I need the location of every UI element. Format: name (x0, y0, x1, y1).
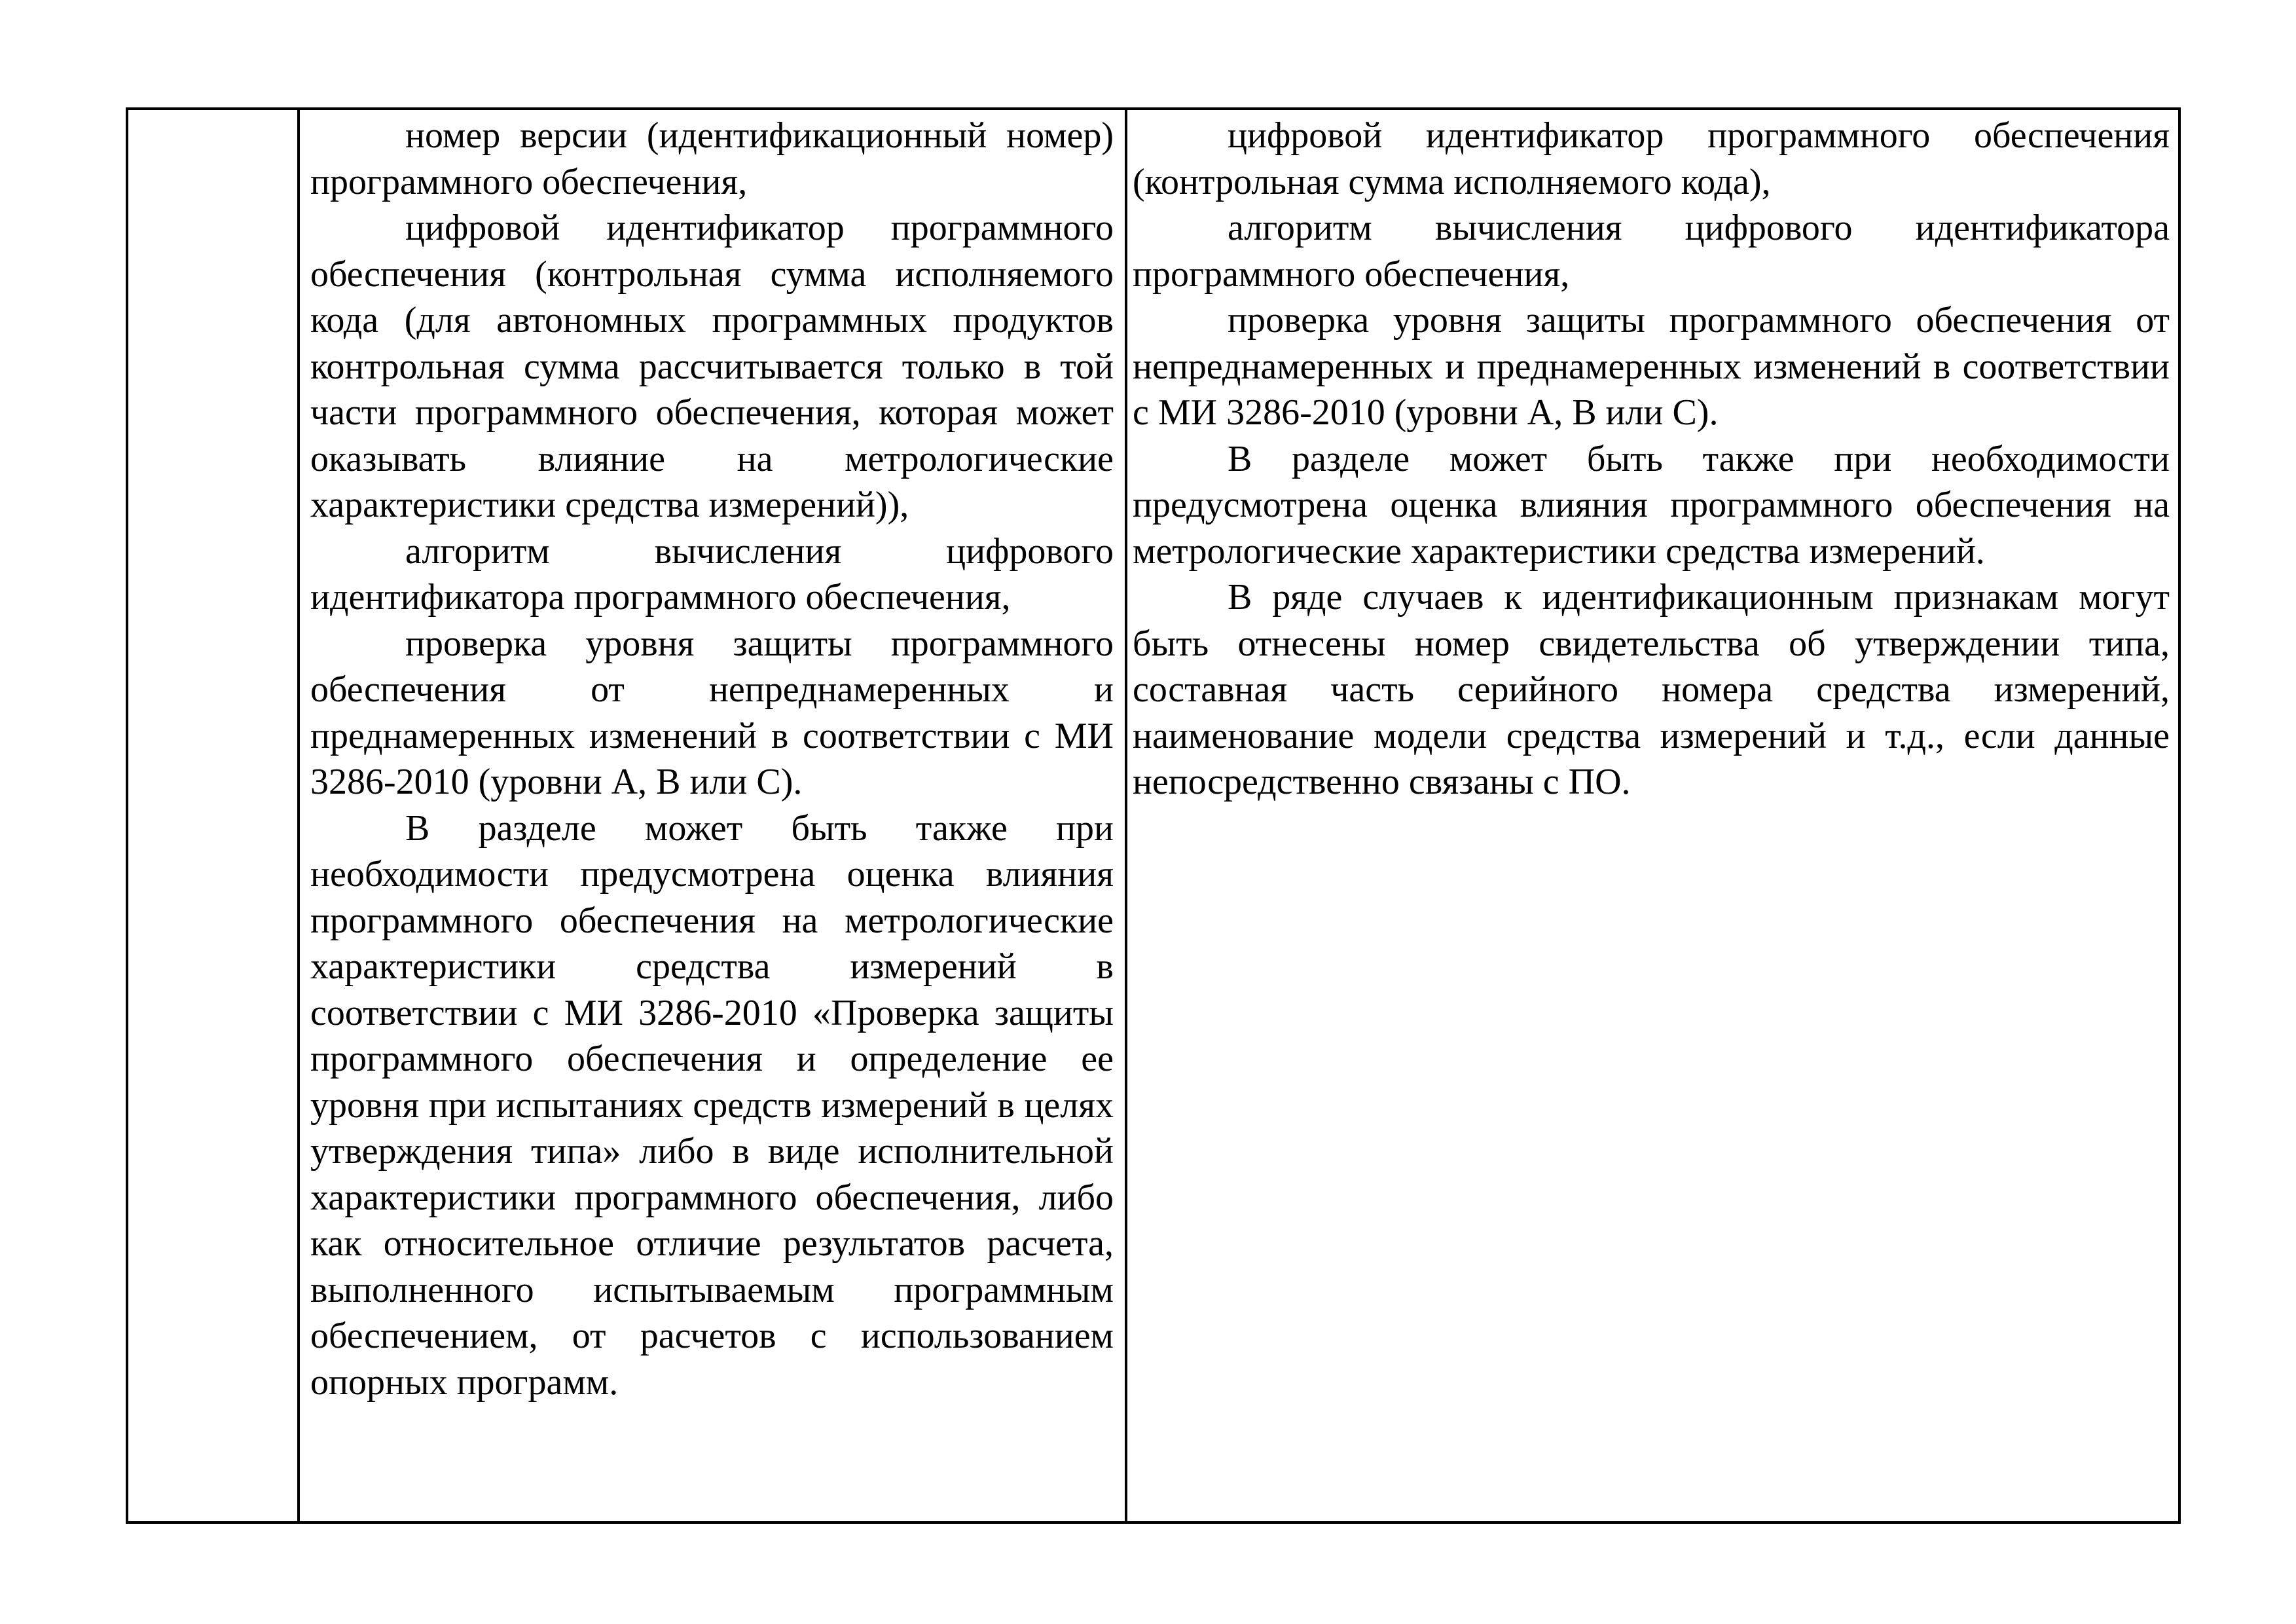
table-cell-middle (305, 113, 1117, 1405)
column-divider (1125, 110, 1127, 1521)
middle-paragraph: алгоритм вычисления цифрового идентификатора программного обеспечения, (310, 530, 1114, 618)
middle-paragraph: В разделе может быть также при необходимости предусмотрена оценка влияния программного обеспечения на метрологические характеристики средства измерений в соответствии с МИ 3286-2010 «Проверка защиты программного обеспечения и определение ее уровня при испытаниях средств измерений в целях утверждения типа» либо в виде исполнительной характеристики программного обеспечения, либо как относительное отличие результатов расчета, выполненного испытываемым программным обеспечением, от расчетов с использованием опорных программ. (310, 807, 1114, 1403)
right-paragraph: проверка уровня защиты программного обеспечения от непреднамеренных и преднамеренных изменений в соответствии с МИ 3286-2010 (уровни А, В или С). (1133, 300, 2170, 433)
middle-paragraph: цифровой идентификатор программного обеспечения (контрольная сумма исполняемого кода (для автономных программных продуктов контрольная сумма рассчитывается только в той части программного обеспечения, которая может оказывать влияние на метрологические характеристики средства измерений)), (310, 208, 1114, 525)
middle-paragraph: проверка уровня защиты программного обеспечения от непреднамеренных и преднамеренных изменений в соответствии с МИ 3286-2010 (уровни А, В или С). (310, 623, 1114, 802)
requirements-table (126, 107, 2181, 1524)
middle-paragraph: номер версии (идентификационный номер) программного обеспечения, (310, 115, 1114, 202)
right-paragraph: алгоритм вычисления цифрового идентификатора программного обеспечения, (1133, 208, 2170, 295)
right-paragraph: В ряде случаев к идентификационным признакам могут быть отнесены номер свидетельства об утверждении типа, составная часть серийного номера средства измерений, наименование модели средства измерений и т.д., если данные непосредственно связаны с ПО. (1133, 577, 2170, 802)
table-cell-right (1133, 113, 2174, 805)
column-divider (297, 110, 300, 1521)
right-paragraph: В разделе может быть также при необходимости предусмотрена оценка влияния программного обеспечения на метрологические характеристики средства измерений. (1133, 438, 2170, 572)
right-paragraph: цифровой идентификатор программного обеспечения (контрольная сумма исполняемого кода), (1133, 115, 2170, 202)
